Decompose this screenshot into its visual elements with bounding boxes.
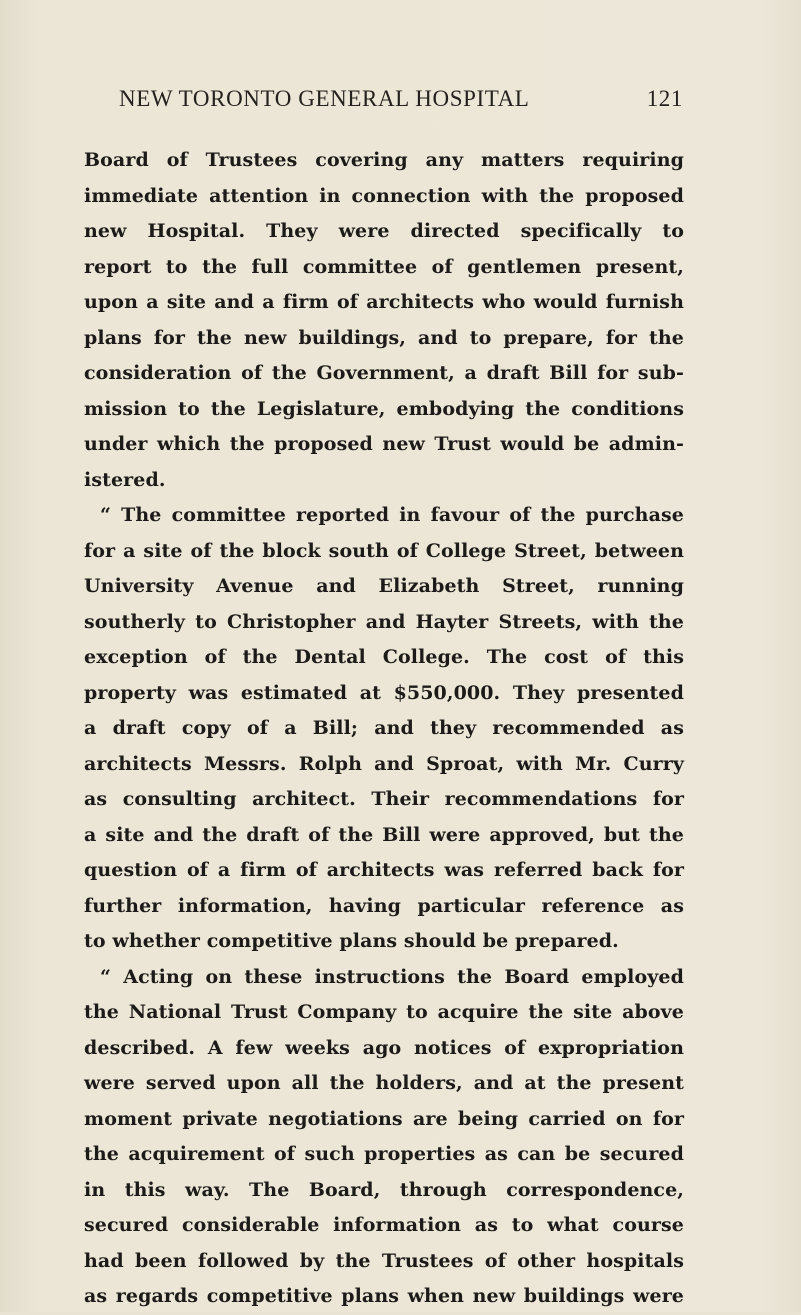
text-line: had been followed by the Trustees of other hospitals <box>84 1249 684 1272</box>
text-line: as consulting architect. Their recommendations for <box>84 788 684 810</box>
text-line: as regards competitive plans when new buildings were <box>84 1285 684 1307</box>
text-line: described. A few weeks ago notices of expropriation <box>84 1036 684 1059</box>
text-line: moment private negotiations are being carried on for <box>84 1107 684 1130</box>
body-text <box>84 143 684 1315</box>
text-line: a site and the draft of the Bill were approved, but the <box>84 823 684 846</box>
text-line: were served upon all the holders, and at the present <box>84 1072 684 1094</box>
text-line: istered. <box>84 468 166 491</box>
text-line: immediate attention in connection with the proposed <box>84 184 684 207</box>
text-line: report to the full committee of gentlemen present, <box>84 255 684 278</box>
text-line: new Hospital. They were directed specifically to <box>84 220 684 242</box>
text-line: architects Messrs. Rolph and Sproat, with Mr. Curry <box>84 752 684 775</box>
text-line: southerly to Christopher and Hayter Streets, with the <box>84 610 684 633</box>
running-head-title: NEW TORONTO GENERAL HOSPITAL <box>119 86 530 111</box>
text-line: consideration of the Government, a draft Bill for sub- <box>84 362 684 384</box>
text-line: for a site of the block south of College Street, between <box>84 539 684 562</box>
text-line: question of a firm of architects was referred back for <box>84 859 684 881</box>
text-line: mission to the Legislature, embodying the conditions <box>84 397 684 420</box>
text-line: upon a site and a firm of architects who would furnish <box>84 291 684 313</box>
text-line: the National Trust Company to acquire the site above <box>84 1001 684 1023</box>
text-line: under which the proposed new Trust would be admin- <box>84 433 684 455</box>
text-line: exception of the Dental College. The cost of this <box>84 646 684 668</box>
text-line: the acquirement of such properties as can be secured <box>84 1143 684 1165</box>
text-line: “ Acting on these instructions the Board employed <box>100 965 684 988</box>
text-line: Board of Trustees covering any matters requiring <box>84 149 684 171</box>
text-line: “ The committee reported in favour of the purchase <box>100 504 684 526</box>
text-line: further information, having particular reference as <box>84 894 684 917</box>
text-line: in this way. The Board, through correspondence, <box>84 1178 684 1201</box>
text-line: plans for the new buildings, and to prepare, for the <box>84 326 684 349</box>
text-line: University Avenue and Elizabeth Street, running <box>84 575 684 597</box>
text-line: a draft copy of a Bill; and they recommended as <box>84 717 684 739</box>
text-line: to whether competitive plans should be prepared. <box>84 930 619 952</box>
running-head <box>119 86 683 120</box>
text-line: property was estimated at $550,000. They presented <box>84 681 684 704</box>
page-number: 121 <box>646 86 683 111</box>
text-line: secured considerable information as to what course <box>84 1214 684 1236</box>
